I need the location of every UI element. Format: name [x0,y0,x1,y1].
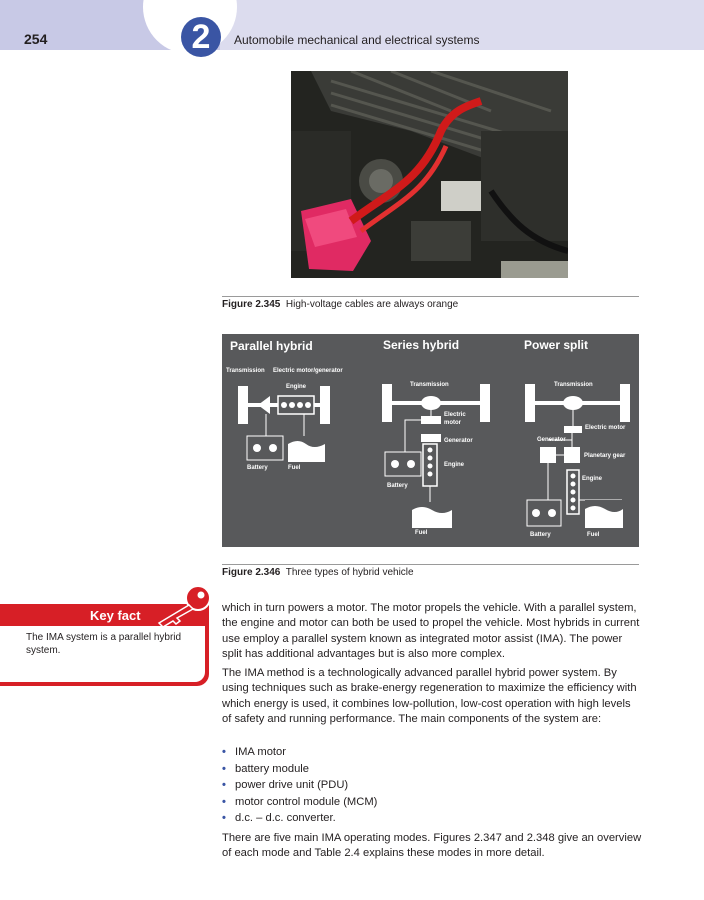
series-transmission-label: Transmission [410,382,449,388]
figure-346-caption: Figure 2.346 Three types of hybrid vehicle [222,567,414,578]
key-icon [151,583,213,627]
page-number: 254 [24,31,48,47]
parallel-engine-label: Engine [286,384,307,390]
list-item: • d.c. – d.c. converter. [222,810,377,827]
figure-346-rule [222,564,639,565]
parallel-transmission-label: Transmission [226,368,265,374]
figure-345-caption: Figure 2.345 High-voltage cables are always orange [222,299,459,310]
split-transmission-label: Transmission [554,382,593,388]
split-panel [525,382,630,538]
key-fact-text: The IMA system is a parallel hybrid system. [26,632,182,656]
split-fuel-label: Fuel [587,532,600,538]
parallel-panel [226,368,343,471]
split-motor-label: Electric motor [585,425,626,431]
series-panel [382,382,490,536]
series-title: Series hybrid [383,338,460,352]
parallel-fuel-label: Fuel [288,465,301,471]
list-item: • battery module [222,761,377,778]
split-generator-label: Generator [537,437,566,443]
series-motor-label-1: Electric [444,412,466,418]
key-fact-title: Key fact [90,608,141,623]
chapter-number-badge: 2 [181,17,221,57]
split-engine-label: Engine [582,476,603,482]
split-planetary-label: Planetary gear [584,453,626,459]
body-paragraph-1: which in turn powers a motor. The motor propels the vehicle. With a parallel system, the engine and motor can both be used to propel the vehicle. Most hybrids in current use employ a parallel system known as integrated motor assist (IMA). The power split has additional advantages but is also more complex. [222,602,640,661]
series-battery-label: Battery [387,483,408,489]
hybrid-types-diagram [222,334,639,547]
body-paragraph-3: There are five main IMA operating modes. Figures 2.347 and 2.348 give an overview of each mode and Table 2.4 explains these modes in more detail. [222,832,642,860]
parallel-motor-label: Electric motor/generator [273,368,343,374]
body-paragraph-2: The IMA method is a technologically advanced parallel hybrid power system. By using techniques such as brake-energy regeneration to maximize the efficiency with which energy is used, it combines low-pollution, low-cost operation with high levels of safety and running performance. The main components of the system are: [222,667,637,726]
split-title: Power split [524,338,589,352]
split-battery-label: Battery [530,532,551,538]
component-list [222,744,377,827]
figure-345-rule [222,296,639,297]
list-item: • IMA motor [222,744,377,761]
list-item: • power drive unit (PDU) [222,777,377,794]
parallel-title: Parallel hybrid [230,339,313,353]
series-engine-label: Engine [444,462,465,468]
running-title: Automobile mechanical and electrical systems [234,33,480,47]
series-fuel-label: Fuel [415,530,428,536]
series-generator-label: Generator [444,438,473,444]
parallel-battery-label: Battery [247,465,268,471]
engine-bay-photo [291,71,568,278]
series-motor-label-2: motor [444,420,461,426]
list-item: • motor control module (MCM) [222,794,377,811]
